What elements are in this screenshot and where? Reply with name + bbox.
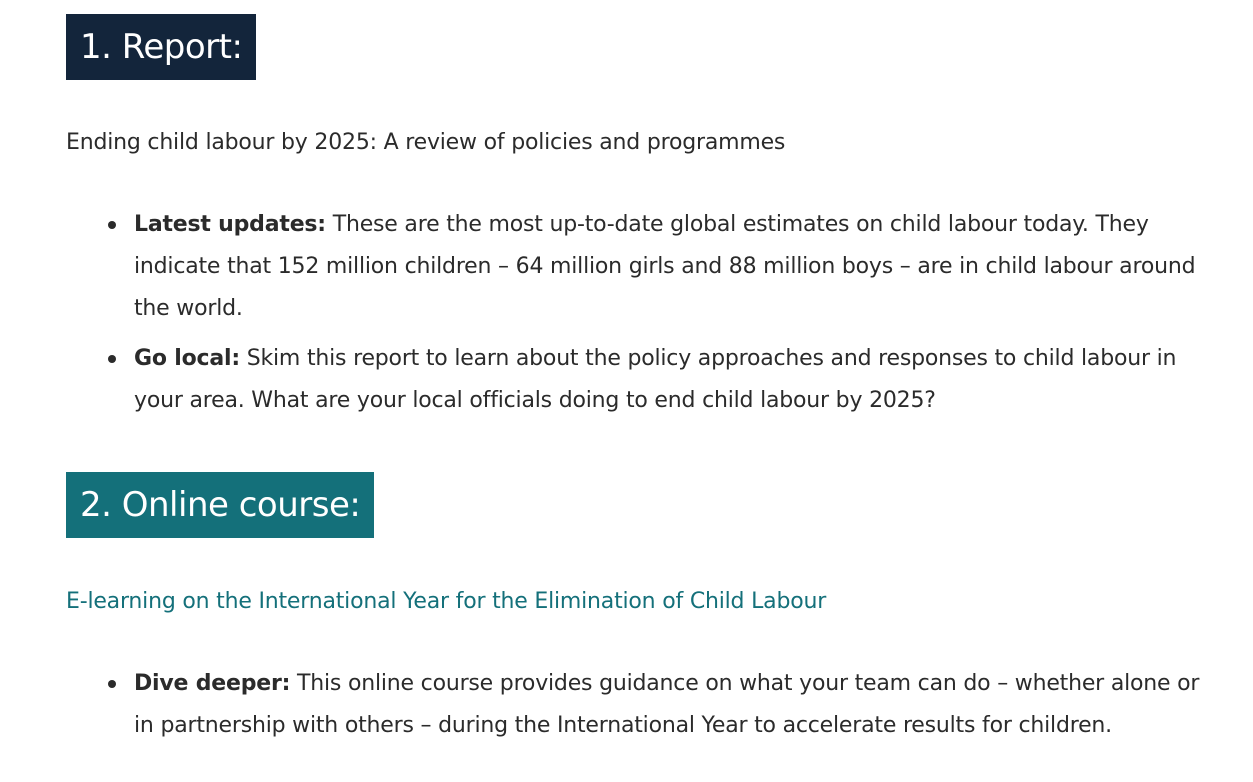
bullet-label: Latest updates: <box>134 212 326 237</box>
course-bullet-list <box>0 663 1253 755</box>
report-title: Ending child labour by 2025: A review of policies and programmes <box>66 130 786 155</box>
list-item <box>0 204 1253 330</box>
section-heading-report: 1. Report: <box>66 14 256 80</box>
bullet-label: Go local: <box>134 346 240 371</box>
bullet-icon <box>108 221 116 229</box>
bullet-text: Skim this report to learn about the policy approaches and responses to child labour in your area. What are your local officials doing to end child labour by 2025? <box>134 346 1177 413</box>
section-heading-online-course: 2. Online course: <box>66 472 374 538</box>
bullet-text: This online course provides guidance on what your team can do – whether alone or in partnership with others – during the International Year to accelerate results for children. <box>134 671 1200 738</box>
bullet-icon <box>108 355 116 363</box>
report-bullet-list <box>0 204 1253 430</box>
bullet-label: Dive deeper: <box>134 671 291 696</box>
list-item <box>0 338 1253 422</box>
bullet-icon <box>108 680 116 688</box>
course-link[interactable]: E-learning on the International Year for the Elimination of Child Labour <box>66 589 827 614</box>
bullet-text: These are the most up-to-date global estimates on child labour today. They indicate that 152 million children – 64 million girls and 88 million boys – are in child labour around the world. <box>134 212 1196 321</box>
list-item <box>0 663 1253 747</box>
